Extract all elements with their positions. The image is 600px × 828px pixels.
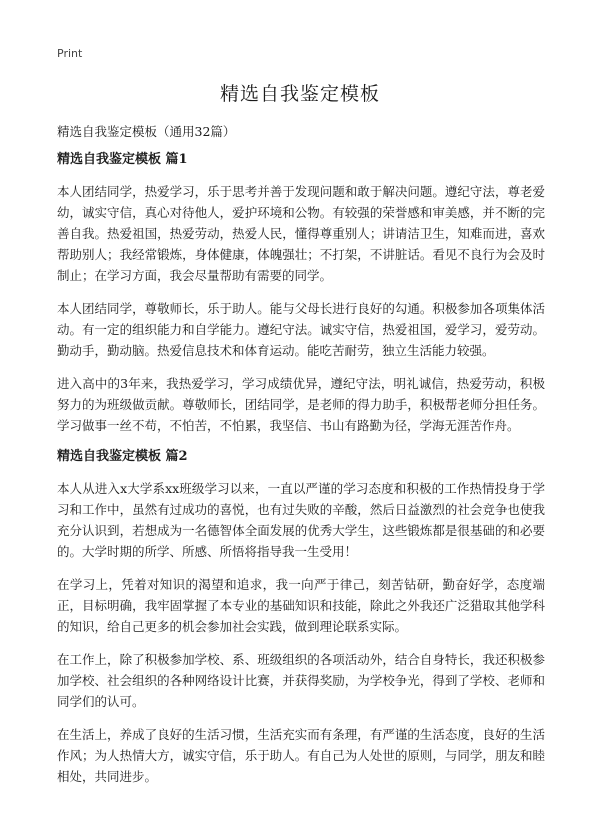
print-link[interactable]: Print xyxy=(57,47,83,60)
paragraph-2-3: 在工作上，除了积极参加学校、系、班级组织的各项活动外，结合自身特长，我还积极参加学校、社会组织的各种网络设计比赛，并获得奖励，为学校争光，得到了学校、老师和同学们的认可。 xyxy=(57,652,545,709)
paragraph-1-1: 本人团结同学，热爱学习，乐于思考并善于发现问题和敢于解决问题。遵纪守法，尊老爱幼，诚实守信，真心对待他人，爱护环境和公物。有较强的荣誉感和审美感，并不断的完善自我。热爱祖国，热爱劳动，热爱人民，懂得尊重别人；讲请洁卫生，知难而进，喜欢帮助别人；我经常锻炼，身体健康，体魄强壮；不打架，不讲脏话。看见不良行为会及时制止；在学习方面，我会尽量帮助有需要的同学。 xyxy=(57,184,545,283)
paragraph-2-4: 在生活上，养成了良好的生活习惯，生活充实而有条理，有严谨的生活态度，良好的生活作风；为人热情大方，诚实守信，乐于助人。有自己为人处世的原则，与同学，朋友和睦相处，共同进步。 xyxy=(57,727,545,784)
paragraph-1-3: 进入高中的3年来，我热爱学习，学习成绩优异，遵纪守法，明礼诚信，热爱劳动，积极努力的为班级做贡献。尊敬师长，团结同学，是老师的得力助手，积极帮老师分担任务。学习做事一丝不苟，不怕苦，不怕累，我坚信、书山有路勤为径，学海无涯苦作舟。 xyxy=(57,376,545,433)
section-heading-2: 精选自我鉴定模板 篇2 xyxy=(57,449,188,464)
document-subtitle: 精选自我鉴定模板（通用32篇） xyxy=(57,124,236,139)
section-heading-1: 精选自我鉴定模板 篇1 xyxy=(57,152,188,167)
paragraph-2-1: 本人从进入x大学系xx班级学习以来，一直以严谨的学习态度和积极的工作热情投身于学习和工作中，虽然有过成功的喜悦，也有过失败的辛酸，然后日益激烈的社会竞争也使我充分认识到，若想成为一名德智体全面发展的优秀大学生，这些锻炼都是很基础的和必要的。大学时期的所学、所感、所悟将指导我一生受用！ xyxy=(57,481,545,559)
paragraph-2-2: 在学习上，凭着对知识的渴望和追求，我一向严于律己，刻苦钻研，勤奋好学，态度端正，目标明确，我牢固掌握了本专业的基础知识和技能，除此之外我还广泛猎取其他学科的知识，给自己更多的机会参加社会实践，做到理论联系实际。 xyxy=(57,577,545,634)
paragraph-1-2: 本人团结同学，尊敬师长，乐于助人。能与父母长进行良好的勾通。积极参加各项集体活动。有一定的组织能力和自学能力。遵纪守法。诚实守信，热爱祖国，爱学习，爱劳动。勤动手，勤动脑。热爱信息技术和体育运动。能吃苦耐劳，独立生活能力较强。 xyxy=(57,301,545,358)
document-content xyxy=(57,151,545,799)
page-title: 精选自我鉴定模板 xyxy=(219,83,380,105)
